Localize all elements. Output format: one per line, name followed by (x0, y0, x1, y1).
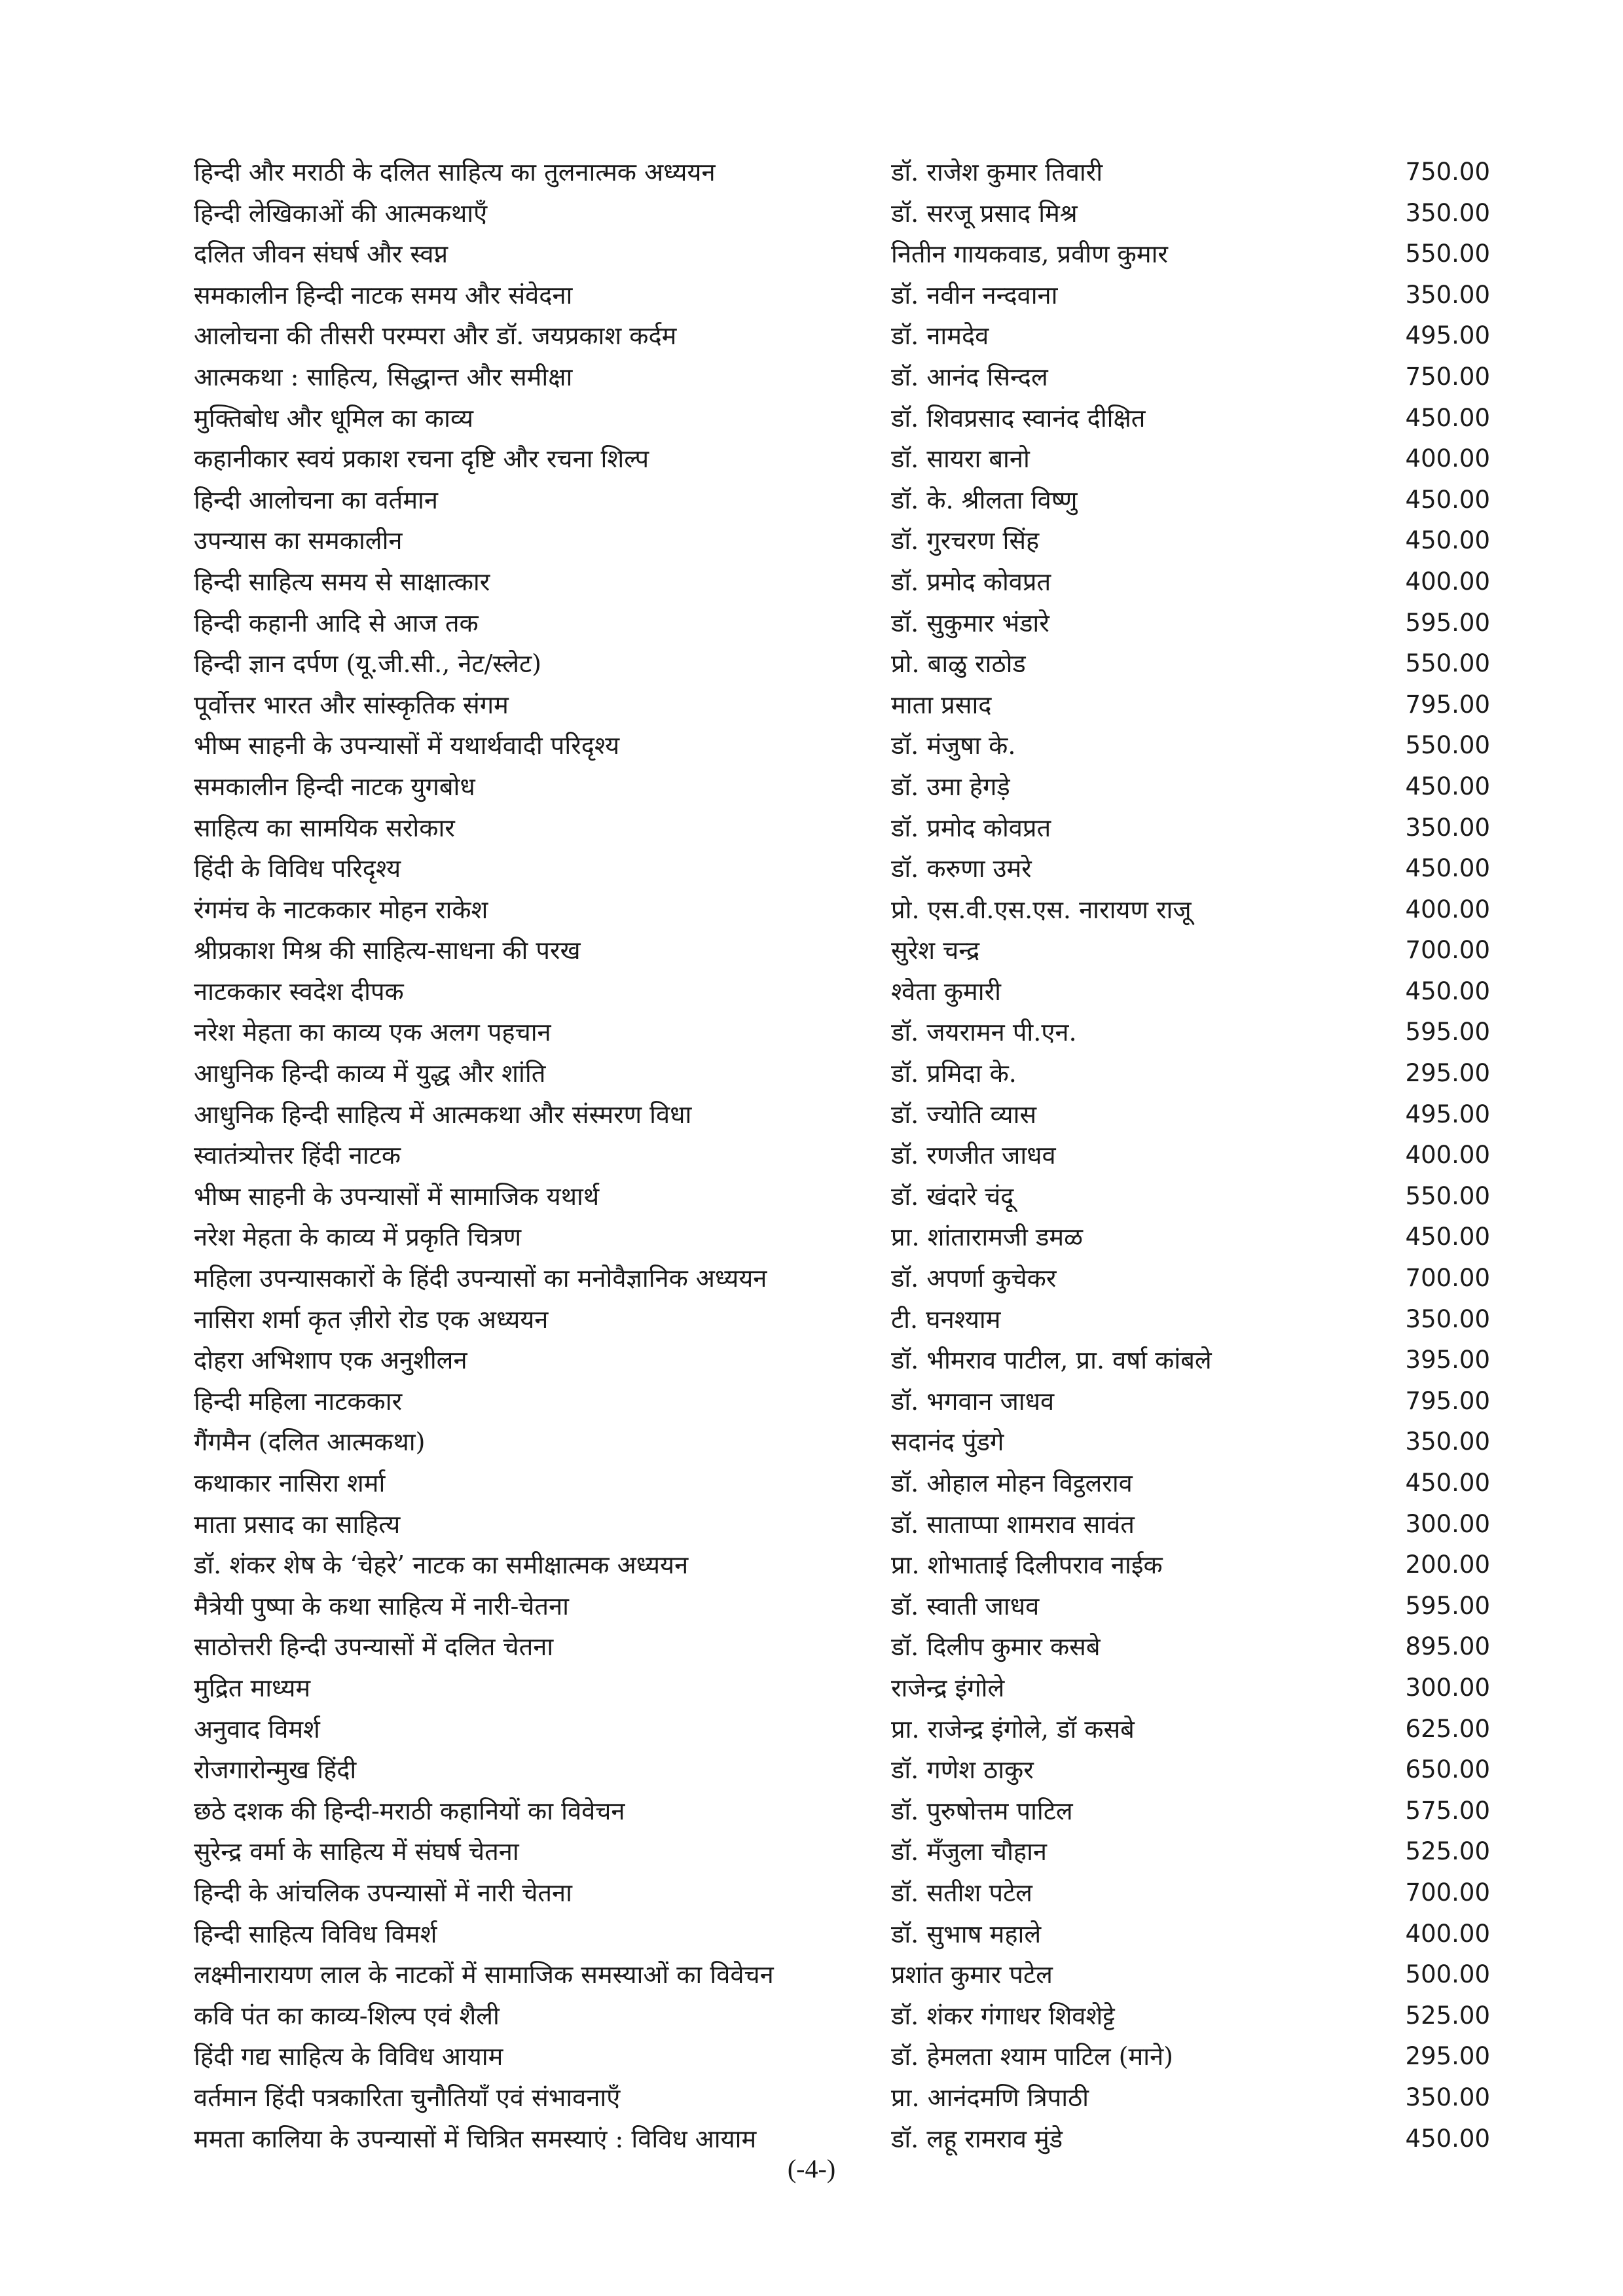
book-title: लक्ष्मीनारायण लाल के नाटकों में सामाजिक समस्याओं का विवेचन (194, 1960, 774, 1990)
book-author: माता प्रसाद (891, 690, 992, 719)
book-row (194, 603, 1490, 644)
book-author: डॉ. उमा हेगड़े (891, 772, 1010, 801)
book-title: हिन्दी ज्ञान दर्पण (यू.जी.सी., नेट/स्लेट) (194, 649, 541, 679)
book-author: डॉ. नवीन नन्दवाना (891, 280, 1058, 310)
book-title: रंगमंच के नाटककार मोहन राकेश (194, 895, 488, 924)
book-author: सदानंद पुंडगे (891, 1427, 1004, 1457)
book-author: डॉ. सरजू प्रसाद मिश्र (891, 198, 1078, 228)
book-price: 350.00 (1405, 2083, 1490, 2111)
book-author: श्वेता कुमारी (891, 977, 1001, 1006)
book-row (194, 2036, 1490, 2077)
book-price: 350.00 (1405, 1427, 1490, 1456)
book-title: भीष्म साहनी के उपन्यासों में सामाजिक यथार्थ (194, 1181, 600, 1211)
book-title: हिन्दी के आंचलिक उपन्यासों में नारी चेतना (194, 1878, 572, 1907)
book-author: प्रो. बाळु राठोड (891, 649, 1026, 679)
book-row (194, 1545, 1490, 1586)
book-row (194, 808, 1490, 849)
book-price: 295.00 (1405, 1059, 1490, 1088)
book-price: 700.00 (1405, 1878, 1490, 1907)
book-title: हिन्दी साहित्य विविध विमर्श (194, 1919, 437, 1948)
book-title: उपन्यास का समकालीन (194, 526, 403, 556)
book-author: प्रो. एस.वी.एस.एस. नारायण राजू (891, 895, 1192, 924)
book-row (194, 275, 1490, 316)
book-title: पूर्वोत्तर भारत और सांस्कृतिक संगम (194, 690, 509, 719)
book-title: माता प्रसाद का साहित्य (194, 1509, 401, 1539)
book-author: डॉ. अपर्णा कुचेकर (891, 1264, 1057, 1293)
book-price: 750.00 (1405, 158, 1490, 186)
book-price: 400.00 (1405, 895, 1490, 924)
book-author: डॉ. नामदेव (891, 321, 989, 351)
book-author: डॉ. सुकुमार भंडारे (891, 608, 1049, 637)
book-row (194, 520, 1490, 562)
book-author: डॉ. शिवप्रसाद स्वानंद दीक्षित (891, 403, 1146, 433)
book-catalog-list (194, 152, 1490, 2159)
book-author: प्रा. राजेन्द्र इंगोले, डॉ कसबे (891, 1714, 1135, 1744)
book-row (194, 1668, 1490, 1709)
book-author: डॉ. खंदारे चंदू (891, 1181, 1014, 1211)
book-title: छठे दशक की हिन्दी-मराठी कहानियों का विवेचन (194, 1796, 625, 1825)
book-author: डॉ. भगवान जाधव (891, 1386, 1055, 1416)
book-price: 595.00 (1405, 1018, 1490, 1047)
book-title: दोहरा अभिशाप एक अनुशीलन (194, 1346, 467, 1375)
book-author: डॉ. दिलीप कुमार कसबे (891, 1632, 1101, 1662)
book-price: 400.00 (1405, 1141, 1490, 1170)
book-row (194, 562, 1490, 603)
book-title: गैंगमैन (दलित आत्मकथा) (194, 1427, 426, 1457)
book-title: नरेश मेहता का काव्य एक अलग पहचान (194, 1018, 551, 1047)
book-title: समकालीन हिन्दी नाटक युगबोध (194, 772, 475, 801)
book-author: राजेन्द्र इंगोले (891, 1673, 1005, 1702)
book-row (194, 1135, 1490, 1176)
book-author: डॉ. आनंद सिन्दल (891, 362, 1048, 391)
book-price: 450.00 (1405, 772, 1490, 800)
book-row (194, 1463, 1490, 1504)
book-author: डॉ. करुणा उमरे (891, 854, 1032, 884)
book-price: 550.00 (1405, 1181, 1490, 1210)
book-title: हिन्दी और मराठी के दलित साहित्य का तुलनात्मक अध्ययन (194, 158, 716, 187)
book-title: श्रीप्रकाश मिश्र की साहित्य-साधना की परख (194, 936, 581, 965)
book-title: भीष्म साहनी के उपन्यासों में यथार्थवादी परिदृश्य (194, 731, 620, 761)
book-row (194, 1012, 1490, 1053)
book-title: कहानीकार स्वयं प्रकाश रचना दृष्टि और रचना शिल्प (194, 444, 649, 474)
book-author: डॉ. मँजुला चौहान (891, 1837, 1048, 1867)
book-price: 400.00 (1405, 444, 1490, 473)
book-price: 895.00 (1405, 1632, 1490, 1661)
book-author: डॉ. शंकर गंगाधर शिवशेट्टे (891, 2001, 1115, 2030)
book-title: साठोत्तरी हिन्दी उपन्यासों में दलित चेतना (194, 1632, 554, 1662)
book-row (194, 152, 1490, 193)
book-row (194, 930, 1490, 971)
book-author: डॉ. के. श्रीलता विष्णु (891, 485, 1078, 514)
book-row (194, 766, 1490, 808)
book-title: कथाकार नासिरा शर्मा (194, 1469, 386, 1498)
book-price: 550.00 (1405, 240, 1490, 268)
book-title: समकालीन हिन्दी नाटक समय और संवेदना (194, 280, 573, 310)
book-price: 595.00 (1405, 608, 1490, 637)
book-title: महिला उपन्यासकारों के हिंदी उपन्यासों का मनोवैज्ञानिक अध्ययन (194, 1264, 767, 1293)
book-author: सुरेश चन्द्र (891, 936, 980, 965)
book-author: डॉ. भीमराव पाटील, प्रा. वर्षा कांबले (891, 1346, 1212, 1375)
book-price: 700.00 (1405, 936, 1490, 965)
book-title: आधुनिक हिन्दी काव्य में युद्ध और शांति (194, 1059, 546, 1088)
book-price: 650.00 (1405, 1755, 1490, 1784)
book-price: 300.00 (1405, 1509, 1490, 1538)
book-author: डॉ. सायरा बानो (891, 444, 1030, 474)
book-row (194, 193, 1490, 234)
book-author: प्रा. आनंदमणि त्रिपाठी (891, 2083, 1089, 2112)
book-title: सुरेन्द्र वर्मा के साहित्य में संघर्ष चेतना (194, 1837, 519, 1867)
book-price: 450.00 (1405, 526, 1490, 555)
book-row (194, 1504, 1490, 1545)
book-price: 400.00 (1405, 567, 1490, 596)
book-price: 795.00 (1405, 690, 1490, 719)
book-author: डॉ. मंजुषा के. (891, 731, 1016, 761)
book-row (194, 1749, 1490, 1791)
book-author: प्रा. शांतारामजी डमळ (891, 1223, 1083, 1252)
book-title: रोजगारोन्मुख हिंदी (194, 1755, 357, 1785)
book-row (194, 848, 1490, 889)
book-title: आत्मकथा : साहित्य, सिद्धान्त और समीक्षा (194, 362, 573, 391)
book-price: 525.00 (1405, 1837, 1490, 1866)
book-row (194, 1299, 1490, 1340)
book-row (194, 1094, 1490, 1136)
book-author: डॉ. प्रमोद कोवप्रत (891, 567, 1051, 596)
book-title: दलित जीवन संघर्ष और स्वप्न (194, 240, 448, 269)
book-price: 450.00 (1405, 854, 1490, 883)
book-price: 625.00 (1405, 1714, 1490, 1743)
book-title: कवि पंत का काव्य-शिल्प एवं शैली (194, 2001, 500, 2030)
book-price: 350.00 (1405, 198, 1490, 227)
page-number: (-4-) (787, 2154, 836, 2183)
book-author: प्रा. शोभाताई दिलीपराव नाईक (891, 1551, 1163, 1580)
book-title: हिन्दी साहित्य समय से साक्षात्कार (194, 567, 490, 596)
book-row (194, 1996, 1490, 2037)
book-row (194, 398, 1490, 439)
book-author: डॉ. स्वाती जाधव (891, 1591, 1040, 1621)
book-price: 550.00 (1405, 649, 1490, 678)
book-author: डॉ. ओहाल मोहन विट्ठलराव (891, 1469, 1133, 1498)
book-title: हिन्दी महिला नाटककार (194, 1386, 403, 1416)
book-price: 400.00 (1405, 1919, 1490, 1948)
book-row (194, 1217, 1490, 1258)
book-author: डॉ. लहू रामराव मुंडे (891, 2124, 1063, 2153)
book-price: 550.00 (1405, 731, 1490, 760)
book-title: वर्तमान हिंदी पत्रकारिता चुनौतियाँ एवं संभावनाएँ (194, 2083, 621, 2112)
book-price: 295.00 (1405, 2042, 1490, 2071)
book-row (194, 1340, 1490, 1381)
book-row (194, 685, 1490, 726)
book-row (194, 1831, 1490, 1873)
book-row (194, 1954, 1490, 1996)
book-price: 395.00 (1405, 1346, 1490, 1374)
book-price: 595.00 (1405, 1591, 1490, 1620)
book-row (194, 1422, 1490, 1463)
book-title: हिन्दी आलोचना का वर्तमान (194, 485, 438, 514)
book-price: 525.00 (1405, 2001, 1490, 2030)
book-price: 450.00 (1405, 2124, 1490, 2153)
book-title: हिन्दी लेखिकाओं की आत्मकथाएँ (194, 198, 488, 228)
book-price: 450.00 (1405, 485, 1490, 514)
book-price: 350.00 (1405, 280, 1490, 309)
book-row (194, 480, 1490, 521)
book-row (194, 889, 1490, 931)
book-author: डॉ. राजेश कुमार तिवारी (891, 158, 1103, 187)
book-price: 450.00 (1405, 1469, 1490, 1497)
book-row (194, 1586, 1490, 1627)
book-row (194, 439, 1490, 480)
book-price: 700.00 (1405, 1264, 1490, 1293)
book-title: स्वातंत्र्योत्तर हिंदी नाटक (194, 1141, 401, 1170)
book-author: प्रशांत कुमार पटेल (891, 1960, 1053, 1990)
book-author: डॉ. जयरामन पी.एन. (891, 1018, 1077, 1047)
book-row (194, 315, 1490, 357)
book-author: डॉ. गुरचरण सिंह (891, 526, 1040, 556)
book-price: 795.00 (1405, 1386, 1490, 1415)
book-price: 200.00 (1405, 1551, 1490, 1579)
book-author: डॉ. रणजीत जाधव (891, 1141, 1056, 1170)
book-author: डॉ. साताप्पा शामराव सावंत (891, 1509, 1135, 1539)
book-title: ममता कालिया के उपन्यासों में चित्रित समस्याएं : विविध आयाम (194, 2124, 757, 2153)
book-title: नाटककार स्वदेश दीपक (194, 977, 404, 1006)
book-title: नरेश मेहता के काव्य में प्रकृति चित्रण (194, 1223, 522, 1252)
book-row (194, 234, 1490, 275)
book-author: डॉ. पुरुषोत्तम पाटिल (891, 1796, 1073, 1825)
book-price: 495.00 (1405, 1100, 1490, 1128)
book-author: डॉ. हेमलता श्याम पाटिल (माने) (891, 2042, 1173, 2072)
book-title: मुद्रित माध्यम (194, 1673, 311, 1702)
book-row (194, 357, 1490, 398)
book-title: आलोचना की तीसरी परम्परा और डॉ. जयप्रकाश कर्दम (194, 321, 677, 351)
book-row (194, 1176, 1490, 1217)
book-author: डॉ. ज्योति व्यास (891, 1100, 1037, 1129)
book-row (194, 971, 1490, 1013)
book-price: 500.00 (1405, 1960, 1490, 1989)
book-row (194, 1914, 1490, 1955)
book-price: 300.00 (1405, 1673, 1490, 1702)
book-price: 495.00 (1405, 321, 1490, 350)
book-author: डॉ. प्रमिदा के. (891, 1059, 1017, 1088)
book-price: 450.00 (1405, 977, 1490, 1005)
book-row (194, 643, 1490, 685)
book-title: मुक्तिबोध और धूमिल का काव्य (194, 403, 474, 433)
book-title: हिन्दी कहानी आदि से आज तक (194, 608, 479, 637)
book-author: टी. घनश्याम (891, 1304, 1001, 1334)
book-price: 575.00 (1405, 1796, 1490, 1825)
book-row (194, 1053, 1490, 1094)
book-title: साहित्य का सामयिक सरोकार (194, 813, 455, 842)
book-row (194, 1626, 1490, 1668)
book-author: डॉ. सतीश पटेल (891, 1878, 1032, 1907)
book-author: नितीन गायकवाड, प्रवीण कुमार (891, 240, 1168, 269)
book-author: डॉ. सुभाष महाले (891, 1919, 1042, 1948)
book-title: नासिरा शर्मा कृत ज़ीरो रोड एक अध्ययन (194, 1304, 549, 1334)
book-row (194, 1873, 1490, 1914)
book-title: हिंदी गद्य साहित्य के विविध आयाम (194, 2042, 503, 2072)
book-author: डॉ. गणेश ठाकुर (891, 1755, 1034, 1785)
book-title: डॉ. शंकर शेष के ‘चेहरे’ नाटक का समीक्षात्मक अध्ययन (194, 1551, 689, 1580)
book-title: मैत्रेयी पुष्पा के कथा साहित्य में नारी-चेतना (194, 1591, 570, 1621)
book-price: 350.00 (1405, 1304, 1490, 1333)
book-row (194, 725, 1490, 766)
book-price: 350.00 (1405, 813, 1490, 842)
book-row (194, 1258, 1490, 1299)
book-price: 750.00 (1405, 362, 1490, 391)
book-row (194, 1381, 1490, 1422)
book-price: 450.00 (1405, 1223, 1490, 1251)
book-title: आधुनिक हिन्दी साहित्य में आत्मकथा और संस्मरण विधा (194, 1100, 692, 1129)
book-row (194, 1791, 1490, 1832)
book-author: डॉ. प्रमोद कोवप्रत (891, 813, 1051, 842)
book-price: 450.00 (1405, 403, 1490, 432)
book-row (194, 1709, 1490, 1750)
book-title: हिंदी के विविध परिदृश्य (194, 854, 401, 884)
book-row (194, 2077, 1490, 2119)
book-title: अनुवाद विमर्श (194, 1714, 320, 1744)
